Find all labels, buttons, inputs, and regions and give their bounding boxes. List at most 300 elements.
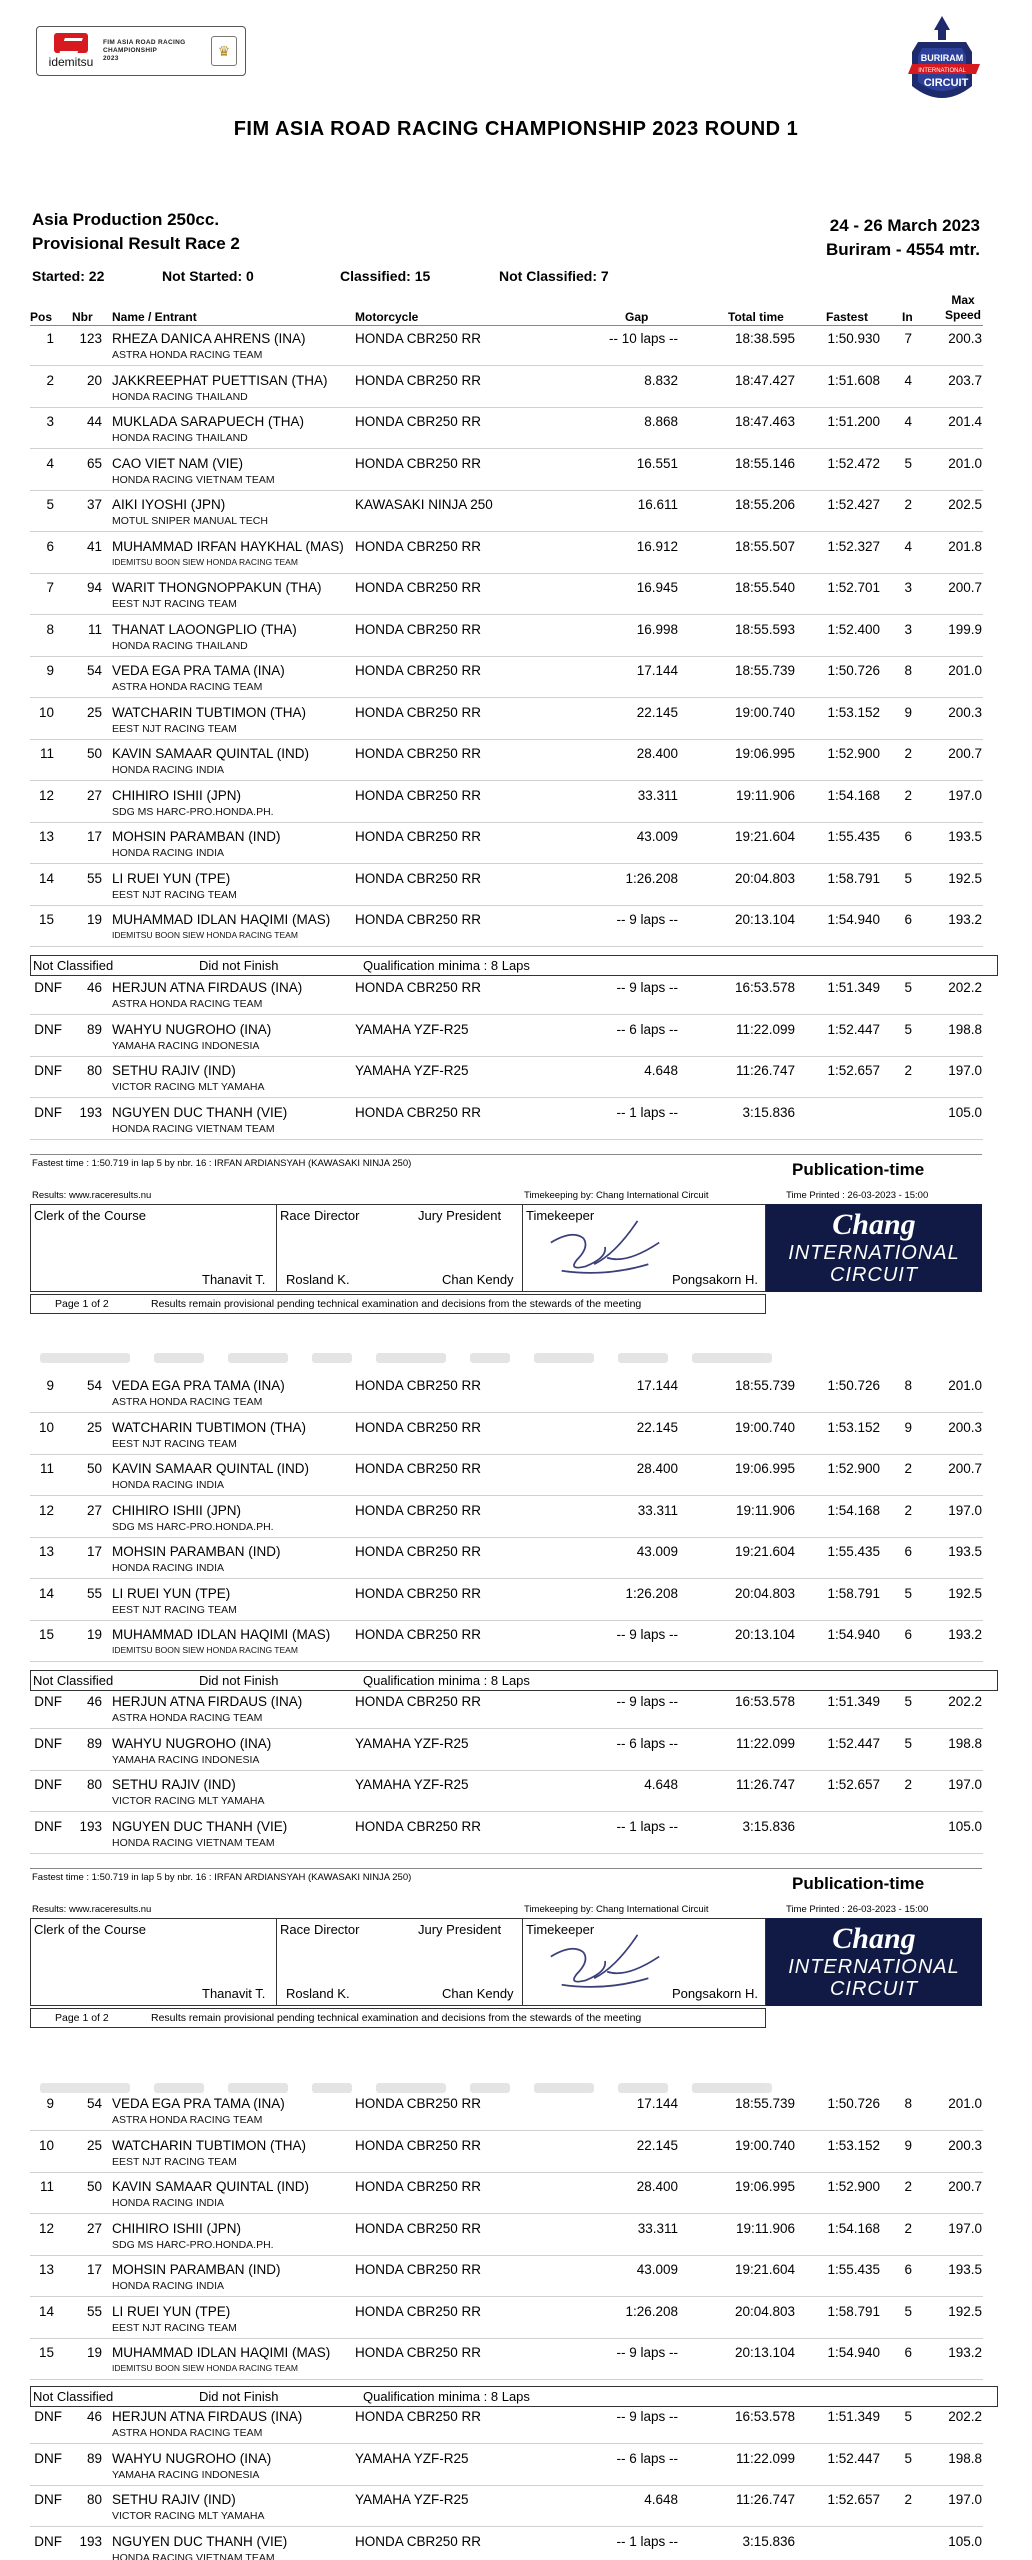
row-fastest: 1:58.791 [827, 1585, 880, 1601]
not-started-count: Not Started: 0 [162, 268, 254, 284]
row-in-lap: 5 [904, 455, 912, 471]
row-motorcycle: HONDA CBR250 RR [355, 2220, 482, 2236]
row-motorcycle: YAMAHA YZF-R25 [355, 1063, 469, 1078]
rider-team: SDG MS HARC-PRO.HONDA.PH. [112, 805, 274, 818]
row-in-lap: 6 [904, 1627, 912, 1642]
not-classified-header [30, 955, 998, 976]
row-max-speed: 192.5 [948, 2303, 982, 2319]
row-position: 10 [38, 704, 54, 720]
row-position: 13 [38, 1544, 54, 1559]
row-motorcycle: HONDA CBR250 RR [355, 2409, 482, 2424]
row-divider [30, 573, 983, 574]
row-position: 6 [46, 538, 54, 554]
rider-name: SETHU RAJIV (IND) [112, 2492, 236, 2507]
faded-header-mark [40, 2083, 130, 2093]
row-motorcycle: HONDA CBR250 RR [355, 787, 482, 803]
row-number: 89 [86, 1021, 102, 1037]
row-number: 50 [86, 1461, 102, 1476]
col-max-speed-line: Speed [945, 308, 982, 322]
row-motorcycle: HONDA CBR250 RR [355, 1419, 482, 1435]
rider-team: ASTRA HONDA RACING TEAM [112, 349, 263, 361]
col-motorcycle: Motorcycle [355, 310, 419, 324]
row-motorcycle: HONDA CBR250 RR [355, 1461, 482, 1476]
row-number: 11 [87, 621, 102, 637]
signature-divider [276, 1204, 277, 1292]
row-position: 7 [46, 580, 54, 595]
row-in-lap: 2 [904, 1461, 912, 1476]
classified-count: Classified: 15 [340, 268, 431, 284]
dnf-reason: Did not Finish [199, 2389, 279, 2404]
faded-header-mark [312, 1353, 352, 1363]
faded-header-mark [470, 2083, 510, 2093]
row-fastest: 1:52.900 [827, 746, 880, 761]
row-number: 89 [86, 2450, 102, 2466]
rider-team: ASTRA HONDA RACING TEAM [112, 998, 263, 1010]
row-fastest: 1:51.349 [827, 980, 880, 995]
started-count: Started: 22 [32, 268, 105, 284]
row-number: 89 [86, 1735, 102, 1751]
row-gap: 17.144 [636, 663, 678, 678]
row-in-lap: 2 [904, 1063, 912, 1078]
row-in-lap: 5 [904, 870, 912, 886]
fim-crest-icon: ♛ [211, 36, 237, 66]
row-gap: -- 9 laps -- [616, 980, 678, 995]
faded-header-mark [534, 2083, 594, 2093]
row-motorcycle: HONDA CBR250 RR [355, 1818, 482, 1834]
row-motorcycle: HONDA CBR250 RR [355, 1502, 482, 1518]
rider-team: HONDA RACING VIETNAM TEAM [112, 473, 275, 486]
row-number: 19 [86, 2345, 102, 2360]
row-number: 17 [86, 829, 102, 844]
row-position: 9 [46, 2096, 54, 2111]
row-max-speed: 200.7 [948, 2179, 982, 2194]
row-gap: -- 9 laps -- [616, 2345, 678, 2360]
rider-team: EEST NJT RACING TEAM [112, 2321, 237, 2334]
row-gap: 1:26.208 [625, 870, 678, 886]
row-number: 50 [86, 2179, 102, 2194]
row-divider [30, 1097, 983, 1098]
rider-team: SDG MS HARC-PRO.HONDA.PH. [112, 1520, 274, 1533]
row-motorcycle: YAMAHA YZF-R25 [355, 1735, 469, 1751]
rider-team: IDEMITSU BOON SIEW HONDA RACING TEAM [112, 556, 298, 567]
footer-top-divider [30, 1154, 982, 1155]
fastest-time-note: Fastest time : 1:50.719 in lap 5 by nbr. 16 : IRFAN ARDIANSYAH (KAWASAKI NINJA 250) [32, 1158, 412, 1169]
category-name: Asia Production 250cc. [32, 210, 220, 229]
row-number: 80 [86, 1777, 102, 1792]
rider-name: VEDA EGA PRA TAMA (INA) [112, 663, 285, 678]
row-total-time: 3:15.836 [742, 1818, 795, 1834]
row-fastest: 1:54.168 [827, 1502, 880, 1518]
row-max-speed: 193.2 [948, 2345, 982, 2360]
row-fastest: 1:54.940 [827, 912, 880, 927]
timekeeper-signature [540, 1210, 670, 1286]
rider-name: THANAT LAOONGPLIO (THA) [112, 621, 297, 637]
row-fastest: 1:52.447 [827, 1735, 880, 1751]
row-divider [30, 1454, 983, 1455]
row-in-lap: 5 [904, 2303, 912, 2319]
row-divider [30, 1014, 983, 1015]
row-position: 15 [38, 912, 54, 927]
faded-header-mark [154, 1353, 204, 1363]
row-fastest: 1:52.447 [827, 2450, 880, 2466]
row-number: 41 [86, 538, 102, 554]
row-max-speed: 199.9 [948, 621, 982, 637]
row-number: 27 [86, 1502, 102, 1518]
row-fastest: 1:52.657 [827, 2492, 880, 2507]
row-gap: 16.945 [636, 580, 678, 595]
not-classified-header [30, 1670, 998, 1691]
rider-team: HONDA RACING INDIA [112, 764, 225, 776]
faded-header-mark [618, 1353, 668, 1363]
chang-circuit-logo [766, 1918, 982, 2006]
rider-name: WAHYU NUGROHO (INA) [112, 1735, 272, 1751]
page-title: FIM ASIA ROAD RACING CHAMPIONSHIP 2023 ROUND 1 [233, 118, 799, 140]
row-divider [30, 2526, 983, 2527]
row-position: 12 [38, 787, 54, 803]
rider-team: HONDA RACING INDIA [112, 1562, 225, 1574]
rider-name: VEDA EGA PRA TAMA (INA) [112, 1378, 285, 1393]
row-number: 27 [86, 2220, 102, 2236]
row-in-lap: 5 [904, 1021, 912, 1037]
row-fastest: 1:58.791 [827, 2303, 880, 2319]
rider-name: WATCHARIN TUBTIMON (THA) [112, 704, 306, 720]
row-fastest: 1:52.400 [827, 621, 880, 637]
row-total-time: 19:11.906 [735, 1502, 795, 1518]
time-printed: Time Printed : 26-03-2023 - 15:00 [786, 1190, 929, 1201]
row-max-speed: 201.0 [948, 455, 982, 471]
row-max-speed: 105.0 [948, 1104, 982, 1120]
row-divider [30, 697, 983, 698]
row-motorcycle: HONDA CBR250 RR [355, 704, 482, 720]
idemitsu-word: idemitsu [48, 55, 94, 69]
signature-divider [522, 1918, 523, 2006]
rider-name: HERJUN ATNA FIRDAUS (INA) [112, 1694, 303, 1709]
row-max-speed: 105.0 [948, 1818, 982, 1834]
row-in-lap: 6 [904, 829, 912, 844]
row-in-lap: 4 [904, 538, 912, 554]
rider-name: HERJUN ATNA FIRDAUS (INA) [112, 2409, 303, 2424]
row-total-time: 19:21.604 [734, 2262, 795, 2277]
row-max-speed: 193.2 [948, 912, 982, 927]
row-max-speed: 197.0 [948, 2220, 982, 2236]
timekeeper-label: Timekeeper [526, 1208, 595, 1223]
event-info [826, 214, 980, 262]
row-fastest: 1:54.940 [827, 1627, 880, 1642]
row-divider [30, 1770, 983, 1771]
row-position: DNF [34, 1063, 62, 1078]
rider-name: KAVIN SAMAAR QUINTAL (IND) [112, 1461, 310, 1476]
chang-logo-word: Chang [832, 1208, 916, 1241]
row-number: 17 [86, 2262, 102, 2277]
row-in-lap: 5 [904, 2450, 912, 2466]
row-gap: 43.009 [636, 829, 678, 844]
row-max-speed: 197.0 [948, 1063, 982, 1078]
row-max-speed: 202.2 [948, 1694, 982, 1709]
row-divider [30, 1661, 983, 1662]
chang-logo-word: INTERNATIONAL [788, 1956, 960, 1978]
rider-name: NGUYEN DUC THANH (VIE) [112, 1818, 288, 1834]
row-position: 5 [46, 497, 54, 512]
row-max-speed: 193.5 [948, 829, 982, 844]
row-max-speed: 193.5 [948, 1544, 982, 1559]
idemitsu-fim-logo [36, 26, 246, 76]
faded-header-mark [692, 2083, 772, 2093]
chang-circuit-logo [766, 1204, 982, 1292]
row-divider [30, 1620, 983, 1621]
row-gap: -- 10 laps -- [608, 331, 678, 346]
row-total-time: 16:53.578 [734, 1694, 795, 1709]
row-number: 25 [86, 2137, 102, 2153]
row-motorcycle: HONDA CBR250 RR [355, 2533, 482, 2549]
session-name: Provisional Result Race 2 [32, 234, 240, 253]
buriram-logo-word: INTERNATIONAL [918, 68, 966, 74]
col-pos: Pos [30, 310, 53, 324]
row-gap: -- 9 laps -- [616, 912, 678, 927]
row-divider [30, 1728, 983, 1729]
rider-name: LI RUEI YUN (TPE) [112, 870, 231, 886]
row-total-time: 19:21.604 [734, 1544, 795, 1559]
row-number: 55 [86, 870, 102, 886]
col-in: In [902, 310, 913, 324]
row-total-time: 18:47.427 [734, 372, 795, 388]
row-fastest: 1:50.726 [827, 2096, 880, 2111]
row-number: 19 [86, 912, 102, 927]
row-position: 1 [46, 331, 54, 346]
rider-team: EEST NJT RACING TEAM [112, 888, 237, 901]
rider-name: KAVIN SAMAAR QUINTAL (IND) [112, 746, 310, 761]
rider-team: IDEMITSU BOON SIEW HONDA RACING TEAM [112, 2363, 298, 2373]
results-url: Results: www.raceresults.nu [32, 1190, 152, 1201]
row-position: 9 [46, 663, 54, 678]
row-number: 37 [86, 497, 102, 512]
row-total-time: 19:21.604 [734, 829, 795, 844]
row-motorcycle: HONDA CBR250 RR [355, 663, 482, 678]
row-motorcycle: HONDA CBR250 RR [355, 829, 482, 844]
col-total-time: Total time [728, 310, 784, 324]
row-position: DNF [34, 2409, 62, 2424]
rider-name: MUHAMMAD IDLAN HAQIMI (MAS) [112, 912, 331, 927]
chang-logo-word: Chang [832, 1922, 916, 1955]
rider-name: HERJUN ATNA FIRDAUS (INA) [112, 980, 303, 995]
rider-name: LI RUEI YUN (TPE) [112, 2303, 231, 2319]
row-fastest: 1:52.900 [827, 2179, 880, 2194]
fim-logo-line: CHAMPIONSHIP [103, 47, 158, 54]
chang-logo-word: CIRCUIT [829, 1264, 919, 1286]
row-gap: 33.311 [637, 787, 678, 803]
row-gap: 4.648 [644, 2492, 678, 2507]
row-total-time: 18:38.595 [734, 331, 795, 346]
row-fastest: 1:51.349 [827, 2409, 880, 2424]
row-in-lap: 2 [904, 2179, 912, 2194]
provisional-disclaimer: Results remain provisional pending technical examination and decisions from the stewards of the meeting [151, 2012, 642, 2024]
row-number: 193 [79, 2533, 102, 2549]
jury-label: Jury President [418, 1208, 502, 1223]
row-motorcycle: HONDA CBR250 RR [355, 1544, 482, 1559]
row-number: 17 [86, 1544, 102, 1559]
row-motorcycle: HONDA CBR250 RR [355, 746, 482, 761]
row-total-time: 18:55.739 [734, 663, 795, 678]
row-fastest: 1:52.472 [827, 455, 880, 471]
row-position: 14 [38, 1585, 54, 1601]
faded-page-header [40, 1348, 990, 1368]
buriram-circuit-logo [888, 12, 996, 112]
row-gap: 33.311 [637, 2220, 678, 2236]
dnf-reason: Did not Finish [199, 1673, 279, 1688]
row-divider [30, 2255, 983, 2256]
rider-team: EEST NJT RACING TEAM [112, 2155, 237, 2168]
row-position: 13 [38, 2262, 54, 2277]
row-number: 50 [86, 746, 102, 761]
row-divider [30, 780, 983, 781]
director-label: Race Director [280, 1922, 360, 1937]
row-divider [30, 2296, 983, 2297]
row-fastest: 1:58.791 [827, 870, 880, 886]
row-fastest: 1:52.900 [827, 1461, 880, 1476]
row-fastest: 1:51.200 [827, 414, 880, 429]
row-divider [30, 1412, 983, 1413]
row-divider [30, 905, 983, 906]
faded-page-header [40, 2078, 990, 2098]
row-total-time: 11:26.747 [735, 2492, 795, 2507]
rider-name: MOHSIN PARAMBAN (IND) [112, 2262, 281, 2277]
row-divider [30, 1495, 983, 1496]
row-position: 12 [38, 1502, 54, 1518]
row-position: 2 [46, 372, 54, 388]
row-gap: 22.145 [636, 2137, 678, 2153]
row-position: 12 [38, 2220, 54, 2236]
rider-name: MUHAMMAD IRFAN HAYKHAL (MAS) [112, 538, 344, 554]
faded-header-mark [692, 1353, 772, 1363]
not-classified-label: Not Classified [33, 958, 114, 973]
jury-name: Chan Kendy [442, 1272, 514, 1287]
row-in-lap: 3 [904, 580, 912, 595]
row-max-speed: 201.8 [948, 538, 982, 554]
row-motorcycle: HONDA CBR250 RR [355, 1378, 482, 1393]
row-in-lap: 7 [904, 331, 912, 346]
col-nbr: Nbr [72, 310, 93, 324]
clerk-label: Clerk of the Course [34, 1922, 146, 1937]
row-position: DNF [34, 1021, 62, 1037]
row-max-speed: 197.0 [948, 2492, 982, 2507]
row-gap: 4.648 [644, 1063, 678, 1078]
row-total-time: 20:04.803 [734, 870, 795, 886]
idemitsu-logo [45, 33, 97, 69]
category-block [32, 208, 240, 256]
row-max-speed: 193.2 [948, 1627, 982, 1642]
event-dates: 24 - 26 March 2023 [829, 216, 980, 235]
row-motorcycle: YAMAHA YZF-R25 [355, 1777, 469, 1792]
timekeeping-note: Timekeeping by: Chang International Circuit [524, 1904, 709, 1915]
row-divider [30, 407, 983, 408]
rider-name: MUHAMMAD IDLAN HAQIMI (MAS) [112, 2345, 331, 2360]
row-motorcycle: HONDA CBR250 RR [355, 580, 482, 595]
row-max-speed: 200.3 [948, 1419, 982, 1435]
rider-team: HONDA RACING INDIA [112, 847, 225, 859]
row-motorcycle: HONDA CBR250 RR [355, 414, 482, 429]
row-number: 44 [86, 414, 102, 429]
row-gap: 33.311 [637, 1502, 678, 1518]
row-motorcycle: HONDA CBR250 RR [355, 1694, 482, 1709]
row-number: 55 [86, 2303, 102, 2319]
rider-name: WAHYU NUGROHO (INA) [112, 1021, 272, 1037]
row-max-speed: 192.5 [948, 870, 982, 886]
faded-header-mark [154, 2083, 204, 2093]
row-fastest: 1:54.940 [827, 2345, 880, 2360]
row-total-time: 18:47.463 [734, 414, 795, 429]
row-total-time: 19:11.906 [735, 2220, 795, 2236]
row-divider [30, 2485, 983, 2486]
row-divider [30, 614, 983, 615]
row-max-speed: 200.7 [948, 580, 982, 595]
row-number: 20 [86, 372, 102, 388]
row-total-time: 19:06.995 [734, 2179, 795, 2194]
row-fastest: 1:53.152 [827, 2137, 880, 2153]
row-number: 19 [86, 1627, 102, 1642]
rider-name: MUHAMMAD IDLAN HAQIMI (MAS) [112, 1627, 331, 1642]
rider-team: VICTOR RACING MLT YAMAHA [112, 2510, 265, 2522]
row-position: 11 [39, 1461, 54, 1476]
results-url: Results: www.raceresults.nu [32, 1904, 152, 1915]
row-position: 10 [38, 1419, 54, 1435]
row-total-time: 19:06.995 [734, 746, 795, 761]
row-gap: -- 9 laps -- [616, 1694, 678, 1709]
row-total-time: 11:22.099 [735, 2450, 795, 2466]
row-total-time: 19:06.995 [734, 1461, 795, 1476]
row-position: 15 [38, 2345, 54, 2360]
row-gap: 8.832 [644, 372, 678, 388]
publication-time-title: Publication-time [792, 1874, 925, 1893]
row-max-speed: 200.7 [948, 1461, 982, 1476]
timekeeping-note: Timekeeping by: Chang International Circuit [524, 1190, 709, 1201]
row-number: 46 [86, 980, 102, 995]
row-divider [30, 448, 983, 449]
row-in-lap: 2 [904, 1777, 912, 1792]
row-motorcycle: HONDA CBR250 RR [355, 912, 482, 927]
row-total-time: 19:00.740 [734, 704, 795, 720]
faded-header-mark [40, 1353, 130, 1363]
row-gap: 16.912 [636, 538, 678, 554]
time-printed: Time Printed : 26-03-2023 - 15:00 [786, 1904, 929, 1915]
signature-divider [522, 1204, 523, 1292]
row-in-lap: 9 [904, 2137, 912, 2153]
event-venue: Buriram - 4554 mtr. [825, 240, 980, 259]
row-in-lap: 2 [904, 787, 912, 803]
row-fastest: 1:52.657 [827, 1777, 880, 1792]
row-max-speed: 201.4 [948, 414, 982, 429]
row-gap: 43.009 [636, 2262, 678, 2277]
row-gap: 22.145 [636, 704, 678, 720]
row-number: 80 [86, 1063, 102, 1078]
row-fastest: 1:50.726 [827, 663, 880, 678]
row-number: 25 [86, 1419, 102, 1435]
row-number: 55 [86, 1585, 102, 1601]
col-fastest: Fastest [826, 310, 869, 324]
rider-team: ASTRA HONDA RACING TEAM [112, 1396, 263, 1408]
row-number: 94 [86, 580, 102, 595]
row-max-speed: 202.5 [948, 497, 982, 512]
row-in-lap: 4 [904, 414, 912, 429]
faded-header-mark [312, 2083, 352, 2093]
row-in-lap: 6 [904, 1544, 912, 1559]
qualification-minima: Qualification minima : 8 Laps [363, 2389, 530, 2404]
row-total-time: 3:15.836 [742, 1104, 795, 1120]
row-max-speed: 192.5 [948, 1585, 982, 1601]
row-divider [30, 656, 983, 657]
row-divider [30, 1578, 983, 1579]
buriram-logo-word: BURIRAM [920, 53, 964, 63]
rider-name: CHIHIRO ISHII (JPN) [112, 1502, 242, 1518]
row-max-speed: 201.0 [948, 1378, 982, 1393]
